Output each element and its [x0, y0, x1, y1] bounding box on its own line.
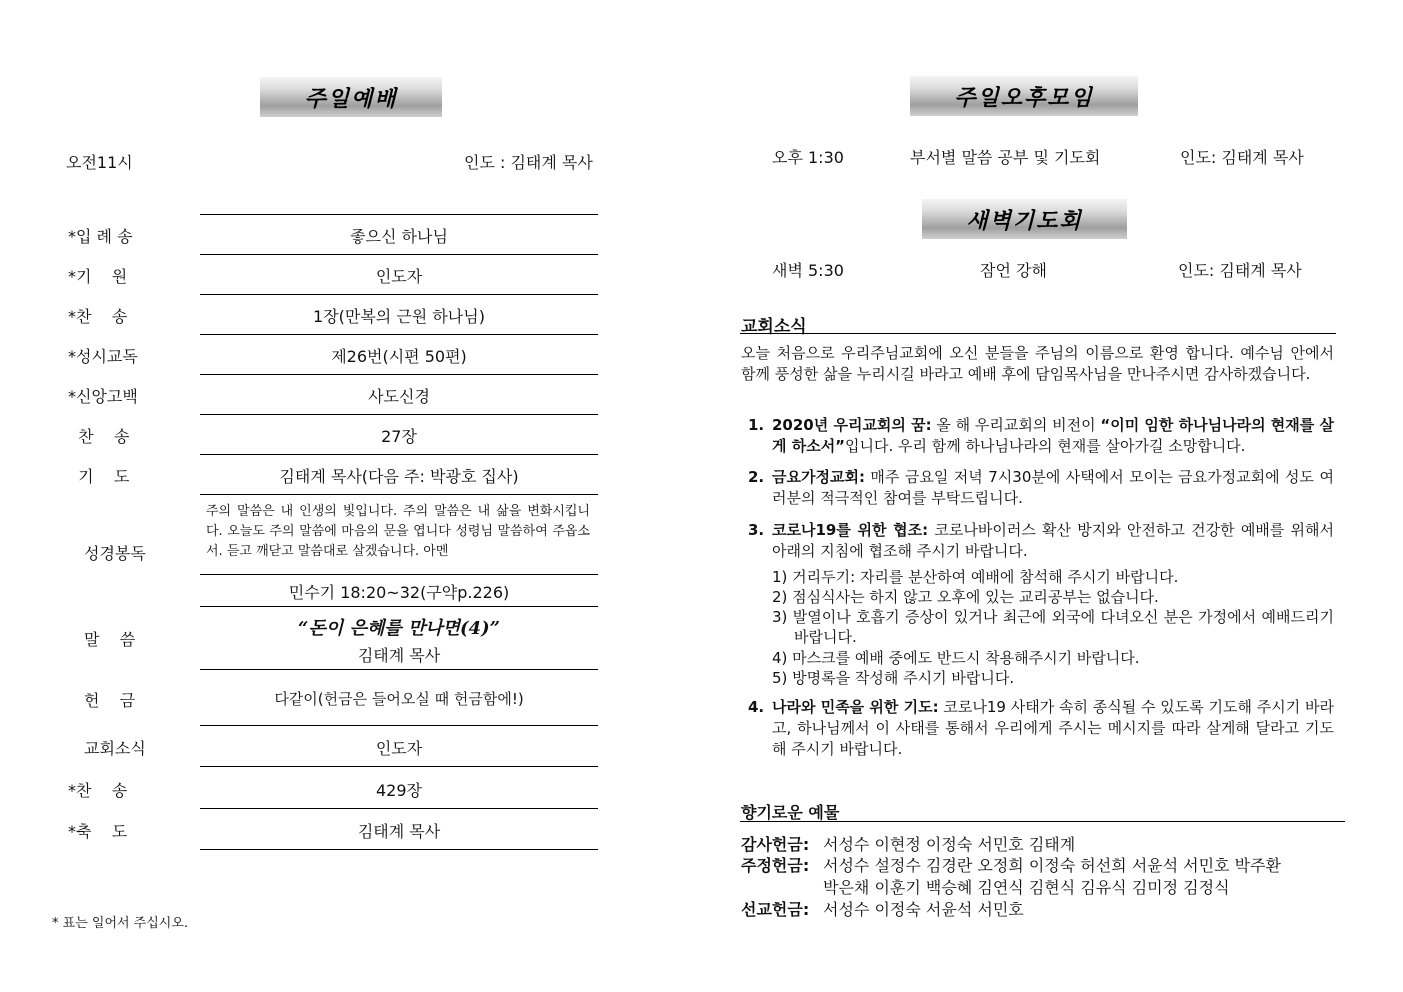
news-item-text: 코로나19 사태가 속히 종식될 수 있도록 기도해 주시기 바라고, 하나님께서 이 사태를 통해서 우리에게 주시는 메시지를 따라 살게해 달라고 기도해 주시기 바랍니다. [772, 698, 1334, 758]
service-label: *입 례 송 [68, 227, 133, 246]
table-line [200, 494, 598, 495]
sermon-preacher: 김태계 목사 [357, 646, 441, 665]
service-label: *신앙고백 [68, 387, 138, 406]
offering-names: 서성수 이현정 이정숙 서민호 김태계 [823, 835, 1076, 854]
table-line [200, 254, 598, 255]
afternoon-banner [910, 76, 1138, 116]
scripture-reference: 민수기 18:20~32(구약p.226) [288, 583, 510, 602]
service-label: 찬 송 [68, 427, 130, 446]
sermon-title: “돈이 은혜를 만나면(4)” [298, 618, 500, 639]
news-item-1 [748, 415, 1334, 457]
news-item-title: 나라와 민족을 위한 기도: [772, 698, 939, 716]
service-value: 김태계 목사 [357, 822, 441, 841]
afternoon-banner-title: 주일오후모임 [954, 84, 1094, 111]
news-item-quote: “이미 임한 하나님나라의 현재를 살게 하소서” [772, 416, 1334, 455]
service-label: 기 도 [68, 467, 130, 486]
news-item-text: 매주 금요일 저녁 7시30분에 사택에서 모이는 금요가정교회에 성도 여러분의 적극적인 참여를 부탁드립니다. [772, 468, 1334, 507]
table-line [200, 725, 598, 726]
offering-label: 선교헌금: [741, 900, 810, 919]
service-value: 429장 [376, 781, 422, 800]
afternoon-desc: 부서별 말씀 공부 및 기도회 [910, 148, 1101, 167]
service-label: *성시교독 [68, 347, 138, 366]
service-label: 성경봉독 [84, 544, 146, 563]
table-line [200, 574, 598, 575]
dawn-time: 새벽 5:30 [772, 261, 844, 280]
service-value: 인도자 [375, 739, 423, 758]
table-line [200, 414, 598, 415]
table-line [200, 669, 598, 670]
worship-time: 오전11시 [66, 153, 133, 172]
service-value: 다같이(헌금은 들어오실 때 헌금함에!) [274, 690, 524, 708]
service-label: 헌 금 [84, 691, 136, 710]
news-heading-rule [740, 333, 1336, 334]
table-line [200, 214, 598, 215]
offering-label: 주정헌금: [741, 856, 810, 875]
news-item-title: 코로나19를 위한 협조: [772, 521, 929, 539]
offering-heading-rule [740, 821, 1345, 822]
news-item-number: 2. [748, 468, 765, 486]
worship-banner-title: 주일예배 [304, 85, 398, 112]
worship-banner [260, 77, 442, 117]
service-label: *축 도 [68, 822, 128, 841]
offering-names: 서성수 이정숙 서윤석 서민호 [823, 900, 1024, 919]
news-item-number: 4. [748, 698, 765, 716]
service-label: *기 원 [68, 267, 128, 286]
afternoon-time: 오후 1:30 [772, 148, 844, 167]
news-item-number: 3. [748, 521, 765, 539]
guideline-item: 2) 점심식사는 하지 않고 오후에 있는 교리공부는 없습니다. [772, 588, 1159, 606]
news-item-title: 금요가정교회: [772, 468, 865, 486]
offering-heading: 향기로운 예물 [741, 803, 840, 822]
news-item-title: 2020년 우리교회의 꿈: [772, 416, 932, 434]
dawn-banner [922, 199, 1127, 239]
table-line [200, 294, 598, 295]
service-value: 사도신경 [368, 387, 430, 406]
worship-leader: 인도 : 김태계 목사 [464, 153, 593, 172]
guideline-item: 3) 발열이나 호흡기 증상이 있거나 최근에 외국에 다녀오신 분은 가정에서 예배드리기 바랍니다. [772, 608, 1334, 646]
guideline-item: 1) 거리두기: 자리를 분산하여 예배에 참석해 주시기 바랍니다. [772, 568, 1179, 586]
scripture-prayer: 주의 말씀은 내 인생의 빛입니다. 주의 말씀은 내 삶을 변화시킵니다. 오늘도 주의 말씀에 마음의 문을 엽니다 성령님 말씀하여 주옵소서. 듣고 깨닫고 말씀대로 살겠습니다. 아멘 [206, 504, 590, 559]
guideline-item: 5) 방명록을 작성해 주시기 바랍니다. [772, 669, 1015, 687]
service-value: 1장(만복의 근원 하나님) [313, 307, 485, 326]
service-value: 제26번(시편 50편) [331, 347, 467, 366]
news-item-number: 1. [748, 416, 765, 434]
service-value: 27장 [381, 427, 417, 446]
news-intro: 오늘 처음으로 우리주님교회에 오신 분들을 주님의 이름으로 환영 합니다. 예수님 안에서 함께 풍성한 삶을 누리시길 바라고 예배 후에 담임목사님을 만나주시면 감사하겠습니다. [741, 344, 1334, 383]
offering-names: 박은채 이훈기 백승혜 김연식 김현식 김유식 김미정 김정식 [823, 878, 1230, 897]
afternoon-leader: 인도: 김태계 목사 [1180, 148, 1304, 167]
service-label: *찬 송 [68, 781, 128, 800]
news-item-3 [748, 520, 1334, 562]
table-line [200, 454, 598, 455]
offering-label: 감사헌금: [741, 835, 810, 854]
standing-footnote: * 표는 일어서 주십시오. [52, 916, 189, 931]
table-line [200, 334, 598, 335]
table-line [200, 766, 598, 767]
guideline-item: 4) 마스크를 예배 중에도 반드시 착용해주시기 바랍니다. [772, 649, 1140, 667]
dawn-leader: 인도: 김태계 목사 [1178, 261, 1302, 280]
news-heading: 교회소식 [741, 317, 807, 337]
table-line [200, 808, 598, 809]
service-label: 교회소식 [84, 739, 146, 758]
offering-names: 서성수 설정수 김경란 오정희 이정숙 허선희 서윤석 서민호 박주환 [823, 856, 1282, 875]
service-label: 말 씀 [84, 630, 136, 649]
table-line [200, 849, 598, 850]
service-value: 인도자 [375, 267, 423, 286]
service-value: 김태계 목사(다음 주: 박광호 집사) [279, 467, 519, 486]
service-value: 좋으신 하나님 [350, 227, 448, 246]
service-label: *찬 송 [68, 307, 128, 326]
news-item-text: 입니다. 우리 함께 하나님나라의 현재를 살아가길 소망합니다. [845, 437, 1246, 455]
news-item-text: 코로나바이러스 확산 방지와 안전하고 건강한 예배를 위해서 아래의 지침에 협조해 주시기 바랍니다. [772, 521, 1334, 560]
news-item-4 [748, 697, 1334, 760]
dawn-desc: 잠언 강해 [980, 261, 1047, 280]
dawn-banner-title: 새벽기도회 [966, 207, 1083, 234]
news-item-text: 올 해 우리교회의 비전이 [931, 416, 1101, 434]
table-line [200, 374, 598, 375]
news-item-2 [748, 467, 1334, 509]
table-line [200, 606, 598, 607]
